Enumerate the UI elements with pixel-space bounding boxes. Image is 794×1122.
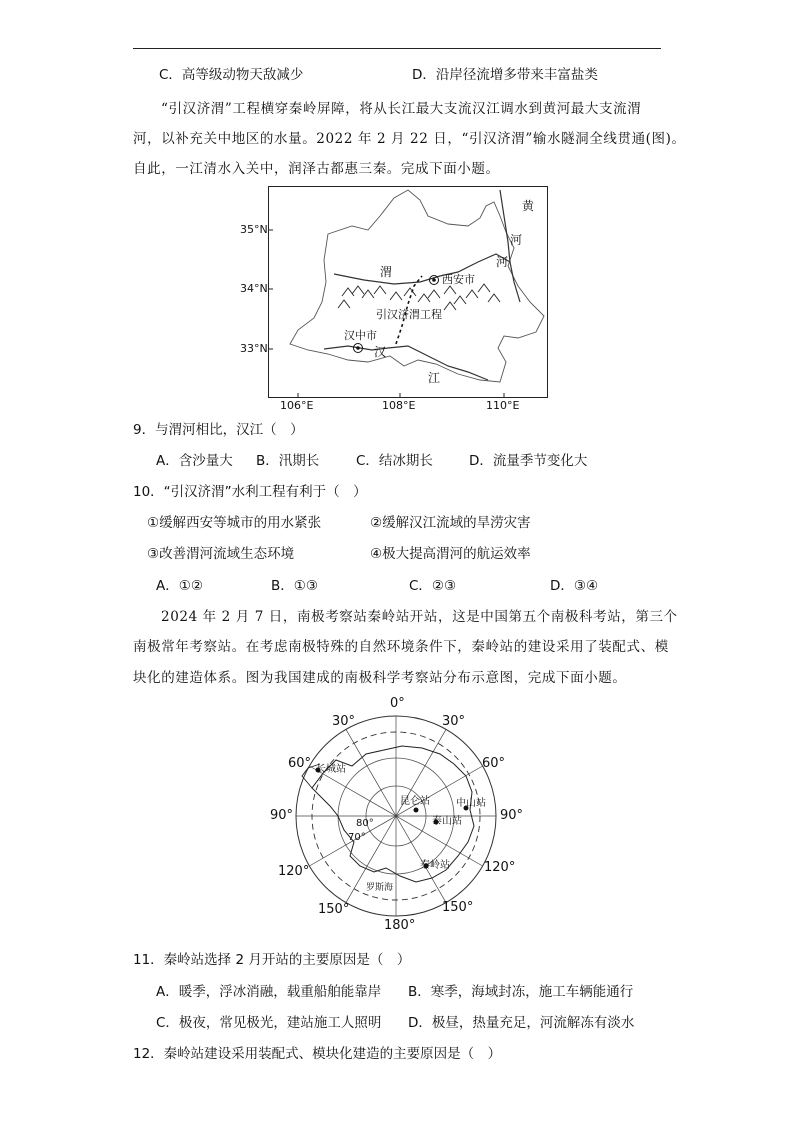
header-rule: [133, 48, 661, 49]
label-wei-river: 渭: [380, 265, 393, 279]
q11-stem: 11．秦岭站选择 2 月开站的主要原因是（ ）: [133, 952, 411, 968]
kunlun-station-marker: [414, 808, 419, 813]
antarctic-map-svg: [270, 698, 530, 938]
meridians: [296, 716, 496, 916]
label-project: 引汉济渭工程: [376, 308, 442, 321]
label-jiang-river: 江: [428, 371, 441, 385]
deg-180: 180°: [384, 918, 416, 933]
passage2-line3: 块化的建造体系。图为我国建成的南极科学考察站分布示意图，完成下面小题。: [133, 670, 627, 686]
q9-option-a[interactable]: A．含沙量大: [156, 453, 233, 469]
lon-label-108e: 108°E: [382, 399, 416, 412]
q10-statement-4: ④极大提高渭河的航运效率: [370, 546, 531, 562]
deg-0: 0°: [390, 696, 405, 711]
deg-30-left: 30°: [332, 714, 356, 729]
label-yellow-1: 黄: [522, 199, 535, 213]
q11-option-c[interactable]: C．极夜，常见极光，建站施工人照明: [156, 1015, 382, 1031]
passage1-line2: 河，以补充关中地区的水量。2022 年 2 月 22 日，“引汉济渭”输水隧洞全线贯通(图)。: [133, 131, 686, 147]
label-yellow-3: 河: [496, 255, 509, 269]
antarctic-stations-map: [270, 698, 530, 938]
q11-option-d[interactable]: D．极昼，热量充足，河流解冻有淡水: [408, 1015, 635, 1031]
lat-70-label: 70°: [348, 832, 366, 843]
label-xian: 西安市: [442, 273, 475, 286]
yinhanjiwei-map: [240, 186, 548, 412]
q9-option-c[interactable]: C．结冰期长: [356, 453, 433, 469]
lat-label-34n: 34°N: [240, 282, 268, 295]
q10-option-c[interactable]: C．②③: [409, 578, 457, 594]
passage1-line3: 自此，一江清水入关中，润泽古都惠三秦。完成下面小题。: [133, 161, 500, 177]
deg-150-right: 150°: [442, 900, 474, 915]
lat-label-35n: 35°N: [240, 223, 268, 236]
lat-label-33n: 33°N: [240, 342, 268, 355]
lat-80-label: 80°: [356, 818, 374, 829]
yinhanjiwei-map-svg: [268, 186, 548, 398]
deg-60-right: 60°: [482, 756, 506, 771]
deg-90-left: 90°: [270, 808, 294, 823]
label-changcheng: 长城站: [316, 764, 346, 775]
q10-statement-2: ②缓解汉江流域的旱涝灾害: [370, 515, 531, 531]
passage2-line1: 2024 年 2 月 7 日，南极考察站秦岭站开站，这是中国第五个南极科考站，第三个: [161, 609, 678, 625]
option-c-prev: C．高等级动物天敌减少: [159, 67, 304, 83]
q9-stem: 9．与渭河相比，汉江（ ）: [133, 422, 304, 438]
q11-option-b[interactable]: B．寒季，海域封冻，施工车辆能通行: [408, 984, 634, 1000]
label-taishan: 泰山站: [432, 816, 462, 827]
q9-option-b[interactable]: B．汛期长: [256, 453, 320, 469]
label-hanzhong: 汉中市: [344, 329, 377, 342]
deg-120-left: 120°: [278, 864, 310, 879]
label-kunlun: 昆仑站: [400, 796, 430, 807]
deg-120-right: 120°: [484, 860, 516, 875]
deg-90-right: 90°: [500, 808, 524, 823]
q10-statement-1: ①缓解西安等城市的用水紧张: [147, 515, 322, 531]
label-han-river: 汉: [374, 345, 387, 359]
deg-30-right: 30°: [442, 714, 466, 729]
label-yellow-2: 河: [510, 233, 523, 247]
q9-option-d[interactable]: D．流量季节变化大: [469, 453, 588, 469]
lon-label-110e: 110°E: [486, 399, 520, 412]
lon-label-106e: 106°E: [280, 399, 314, 412]
passage2-line2: 南极常年考察站。在考虑南极特殊的自然环境条件下，秦岭站的建设采用了装配式、模: [133, 639, 669, 655]
q12-stem: 12．秦岭站建设采用装配式、模块化建造的主要原因是（ ）: [133, 1046, 502, 1062]
q10-stem: 10．“引汉济渭”水利工程有利于（ ）: [133, 484, 367, 500]
option-d-prev: D．沿岸径流增多带来丰富盐类: [412, 67, 598, 83]
deg-150-left: 150°: [318, 902, 350, 917]
label-qinling: 秦岭站: [420, 860, 450, 871]
q10-option-a[interactable]: A．①②: [156, 578, 203, 594]
passage1-line1: “引汉济渭”工程横穿秦岭屏障，将从长江最大支流汉江调水到黄河最大支流渭: [161, 101, 642, 117]
label-ross-sea: 罗斯海: [366, 883, 394, 893]
q10-statement-3: ③改善渭河流域生态环境: [147, 546, 295, 562]
label-zhongshan: 中山站: [456, 798, 486, 809]
q11-option-a[interactable]: A．暖季，浮冰消融，载重船舶能靠岸: [156, 984, 382, 1000]
q10-option-d[interactable]: D．③④: [550, 578, 599, 594]
deg-60-left: 60°: [288, 756, 312, 771]
q10-option-b[interactable]: B．①③: [271, 578, 318, 594]
